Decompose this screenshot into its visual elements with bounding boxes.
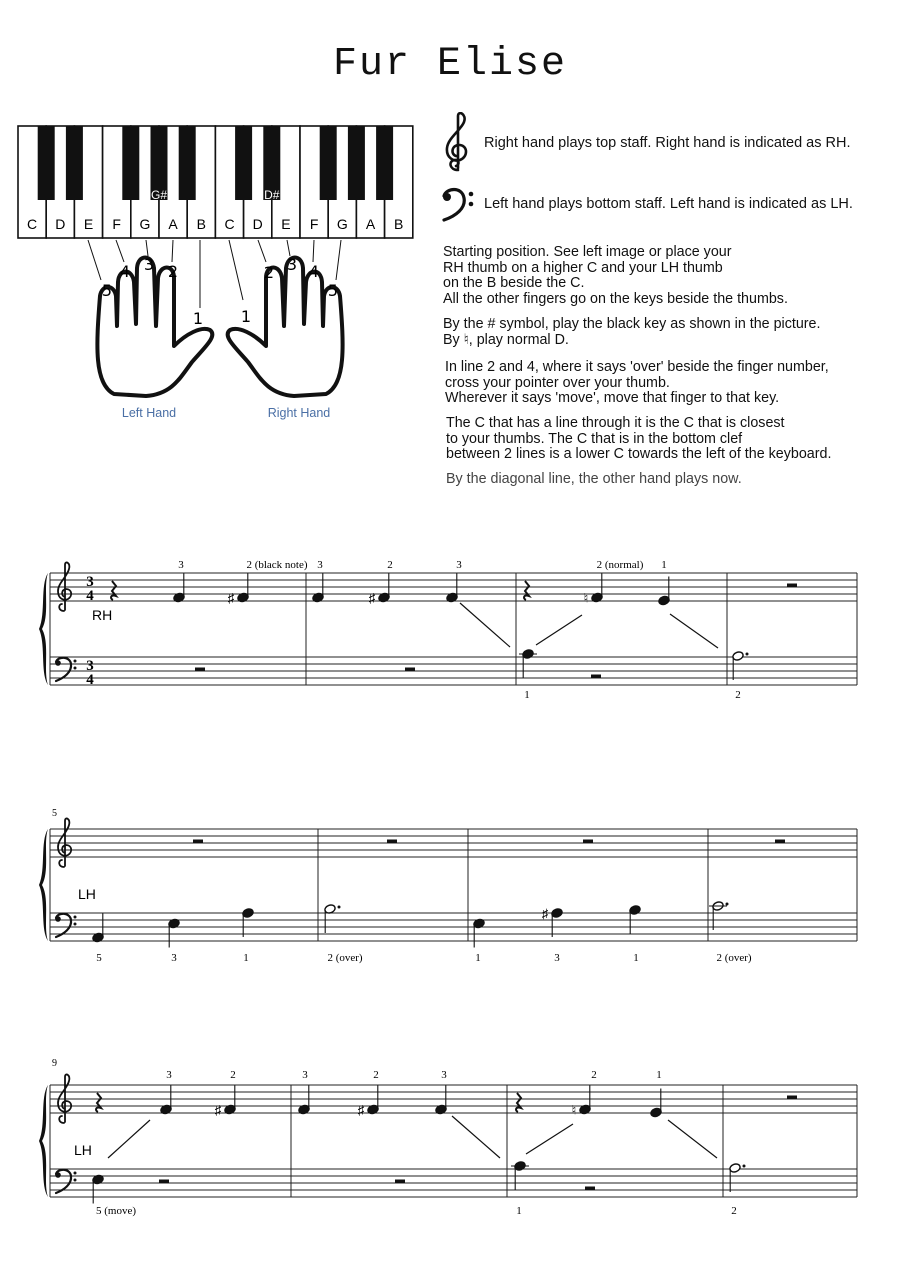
rest: [405, 668, 415, 672]
fingering: 2 (over): [327, 952, 363, 964]
hand-change-line: [526, 1124, 573, 1154]
bass-clef-dot: [74, 660, 77, 663]
finger-number: 5: [101, 281, 113, 300]
hand-change-line: [460, 603, 510, 647]
finger-number: 1: [192, 309, 204, 328]
text-line: between 2 lines is a lower C towards the left of the keyboard.: [446, 446, 832, 462]
rest: [775, 840, 785, 844]
key-label: E: [83, 216, 94, 232]
hand-change-line: [108, 1120, 150, 1158]
key-label: G: [336, 216, 348, 232]
hand-label: RH: [92, 607, 113, 623]
quarter-rest: [524, 581, 529, 600]
dot: [743, 1165, 746, 1168]
fingering: 1: [475, 952, 481, 964]
text-line: to your thumbs. The C that is in the bottom clef: [446, 430, 743, 447]
fingering: 1: [243, 952, 249, 964]
sharp-label: G#: [150, 188, 168, 202]
bass-clef-dot: [74, 923, 77, 926]
music-notation: [39, 559, 857, 1217]
rest: [195, 668, 205, 672]
fingering: 2: [373, 1069, 379, 1081]
fingering: 2 (black note): [246, 559, 308, 571]
sharp-accidental: ♯: [541, 906, 549, 921]
bass-clef-dot: [55, 660, 61, 666]
diagonal-line-paragraph: By the diagonal line, the other hand plays now.: [446, 471, 742, 487]
bass-clef-dot: [74, 1179, 77, 1182]
rest: [159, 1180, 169, 1184]
rest: [787, 584, 797, 588]
text-line: All the other fingers go on the keys beside the thumbs.: [443, 290, 788, 307]
finger-number: 4: [308, 262, 320, 281]
rest: [193, 840, 203, 844]
text-line: on the B beside the C.: [443, 275, 585, 291]
fingering: 3: [441, 1069, 447, 1081]
text-line: By ♮, play normal D.: [443, 331, 569, 348]
key-label: D: [55, 216, 66, 232]
measure-number: 5: [52, 808, 57, 819]
sharp-accidental: ♯: [368, 590, 376, 606]
quarter-rest: [96, 1093, 101, 1112]
finger-number: 1: [240, 307, 252, 326]
rest: [585, 1187, 595, 1191]
fingering: 2: [591, 1069, 597, 1081]
rest: [591, 675, 601, 679]
finger-number: 2: [263, 263, 275, 282]
fingering: 1: [656, 1069, 662, 1081]
time-signature-denominator: 4: [86, 588, 94, 604]
fingering: 3: [317, 559, 323, 571]
key-label: E: [281, 216, 291, 232]
fingering: 3: [456, 559, 462, 571]
fingering: 2: [230, 1069, 236, 1081]
bass-clef-dot: [74, 1172, 77, 1175]
fingering: 1: [516, 1205, 522, 1217]
finger-number: 5: [327, 281, 339, 300]
natural-accidental: ♮: [571, 1102, 577, 1118]
natural-accidental: ♮: [583, 590, 589, 606]
text-line: In line 2 and 4, where it says 'over' beside the finger number,: [445, 359, 829, 375]
fingering: 5 (move): [95, 1205, 137, 1217]
quarter-rest: [516, 1093, 521, 1112]
hand-change-line: [670, 614, 718, 648]
left-hand-label: Left Hand: [121, 406, 177, 420]
fingering: 3: [166, 1069, 172, 1081]
hand-change-line: [452, 1116, 500, 1158]
text-line: By the # symbol, play the black key as shown in the picture.: [443, 316, 821, 332]
right-hand-label: Right Hand: [267, 406, 331, 420]
fingering: 1: [661, 559, 667, 571]
rest: [583, 840, 593, 844]
fingering: 2 (over): [716, 952, 752, 964]
rest: [387, 840, 397, 844]
key-label: D: [252, 216, 263, 232]
finger-number: 3: [286, 255, 298, 274]
bass-clef-dot: [74, 667, 77, 670]
bass-clef-dot: [74, 916, 77, 919]
time-signature-numerator: 3: [86, 574, 94, 590]
fingering: 5: [96, 952, 102, 964]
fingering: 1: [633, 952, 639, 964]
time-signature-numerator: 3: [86, 658, 94, 674]
treble-instruction: Right hand plays top staff. Right hand is indicated as RH.: [484, 135, 851, 151]
finger-number: 3: [143, 255, 155, 274]
key-label: G: [139, 216, 151, 232]
system-brace: [39, 573, 48, 685]
fingering: 3: [302, 1069, 308, 1081]
bass-clef-dot: [55, 1172, 61, 1178]
system-brace: [39, 1085, 48, 1197]
page-title: Fur Elise: [332, 42, 568, 87]
rest: [395, 1180, 405, 1184]
text-line: RH thumb on a higher C and your LH thumb: [443, 259, 723, 276]
quarter-rest: [111, 581, 116, 600]
fingering: 1: [524, 689, 530, 701]
key-label: F: [309, 216, 319, 232]
key-label: A: [365, 216, 376, 232]
text-line: The C that has a line through it is the C that is closest: [446, 415, 785, 431]
hand-change-line: [668, 1120, 717, 1158]
finger-number: 2: [167, 262, 179, 281]
dot: [746, 653, 749, 656]
fingering: 3: [178, 559, 184, 571]
text-line: cross your pointer over your thumb.: [445, 374, 670, 391]
system-brace: [39, 829, 48, 941]
key-label: B: [196, 216, 206, 232]
sharp-accidental: ♯: [227, 590, 235, 606]
key-label: A: [168, 216, 178, 232]
bass-clef-dot: [55, 916, 61, 922]
sharp-label: D#: [264, 188, 280, 202]
hand-label: LH: [74, 1142, 92, 1158]
key-label: B: [394, 216, 404, 232]
hand-label: LH: [78, 886, 96, 902]
sharp-accidental: ♯: [357, 1102, 365, 1118]
dot: [338, 906, 341, 909]
time-signature-denominator: 4: [86, 672, 94, 688]
text-line: Starting position. See left image or place your: [443, 244, 732, 260]
dot: [726, 903, 729, 906]
key-label: F: [112, 216, 121, 232]
text-line: Wherever it says 'move', move that finger to that key.: [445, 390, 780, 406]
hand-change-line: [536, 615, 582, 645]
fingering: 3: [554, 952, 560, 964]
fingering: 3: [171, 952, 177, 964]
sharp-accidental: ♯: [214, 1102, 222, 1118]
fingering: 2 (normal): [596, 559, 644, 571]
finger-number: 4: [119, 262, 131, 281]
rest: [787, 1096, 797, 1100]
key-label: C: [224, 216, 235, 232]
measure-number: 9: [52, 1058, 57, 1069]
fingering: 2: [387, 559, 393, 571]
fingering: 2: [731, 1205, 737, 1217]
bass-instruction: Left hand plays bottom staff. Left hand is indicated as LH.: [484, 196, 853, 212]
key-label: C: [27, 216, 38, 232]
fingering: 2: [735, 689, 741, 701]
